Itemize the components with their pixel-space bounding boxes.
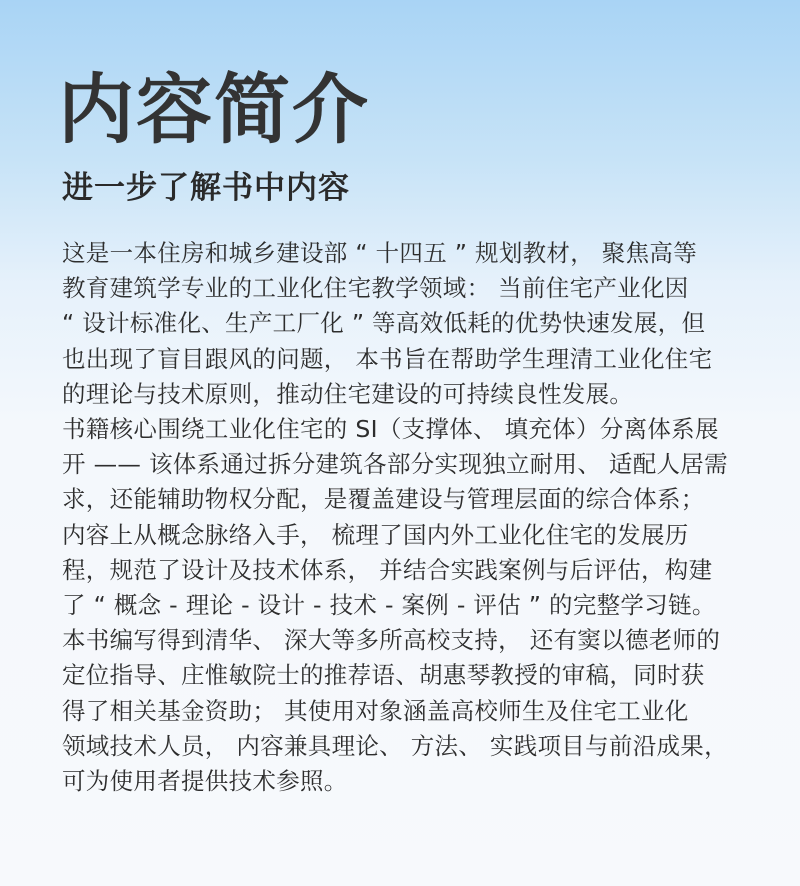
body-line: 教育建筑学专业的工业化住宅教学领域： 当前住宅产业化因 — [62, 274, 689, 303]
body-line: 内容上从概念脉络入手， 梳理了国内外工业化住宅的发展历 — [62, 520, 689, 549]
body-line: 的理论与技术原则，推动住宅建设的可持续良性发展。 — [62, 379, 634, 408]
page-title: 内容简介 — [58, 65, 370, 154]
body-line: 书籍核心围绕工业化住宅的 SI（支撑体、 填充体）分离体系展 — [62, 415, 719, 444]
body-line: 得了相关基金资助； 其使用对象涵盖高校师生及住宅工业化 — [62, 696, 689, 725]
body-line: 可为使用者提供技术参照。 — [62, 767, 348, 796]
body-line: 也出现了盲目跟风的问题， 本书旨在帮助学生理清工业化住宅 — [62, 344, 713, 373]
body-line: 程，规范了设计及技术体系， 并结合实践案例与后评估，构建 — [62, 555, 713, 584]
body-line: 求，还能辅助物权分配，是覆盖建设与管理层面的综合体系； — [62, 485, 705, 514]
body-line: 了 “ 概念 - 理论 - 设计 - 技术 - 案例 - 评估 ” 的完整学习链。 — [62, 591, 716, 620]
body-line: “ 设计标准化、生产工厂化 ” 等高效低耗的优势快速发展，但 — [62, 309, 706, 338]
page-subtitle: 进一步了解书中内容 — [62, 170, 350, 206]
intro-body — [62, 236, 742, 799]
body-line: 定位指导、庄惟敏院士的推荐语、胡惠琴教授的审稿，同时获 — [62, 661, 705, 690]
body-line: 领域技术人员， 内容兼具理论、 方法、 实践项目与前沿成果， — [62, 731, 728, 760]
body-line: 开 —— 该体系通过拆分建筑各部分实现独立耐用、 适配人居需 — [62, 450, 728, 479]
body-line: 本书编写得到清华、 深大等多所高校支持， 还有窦以德老师的 — [62, 626, 721, 655]
body-line: 这是一本住房和城乡建设部 “ 十四五 ” 规划教材， 聚焦高等 — [62, 239, 697, 267]
